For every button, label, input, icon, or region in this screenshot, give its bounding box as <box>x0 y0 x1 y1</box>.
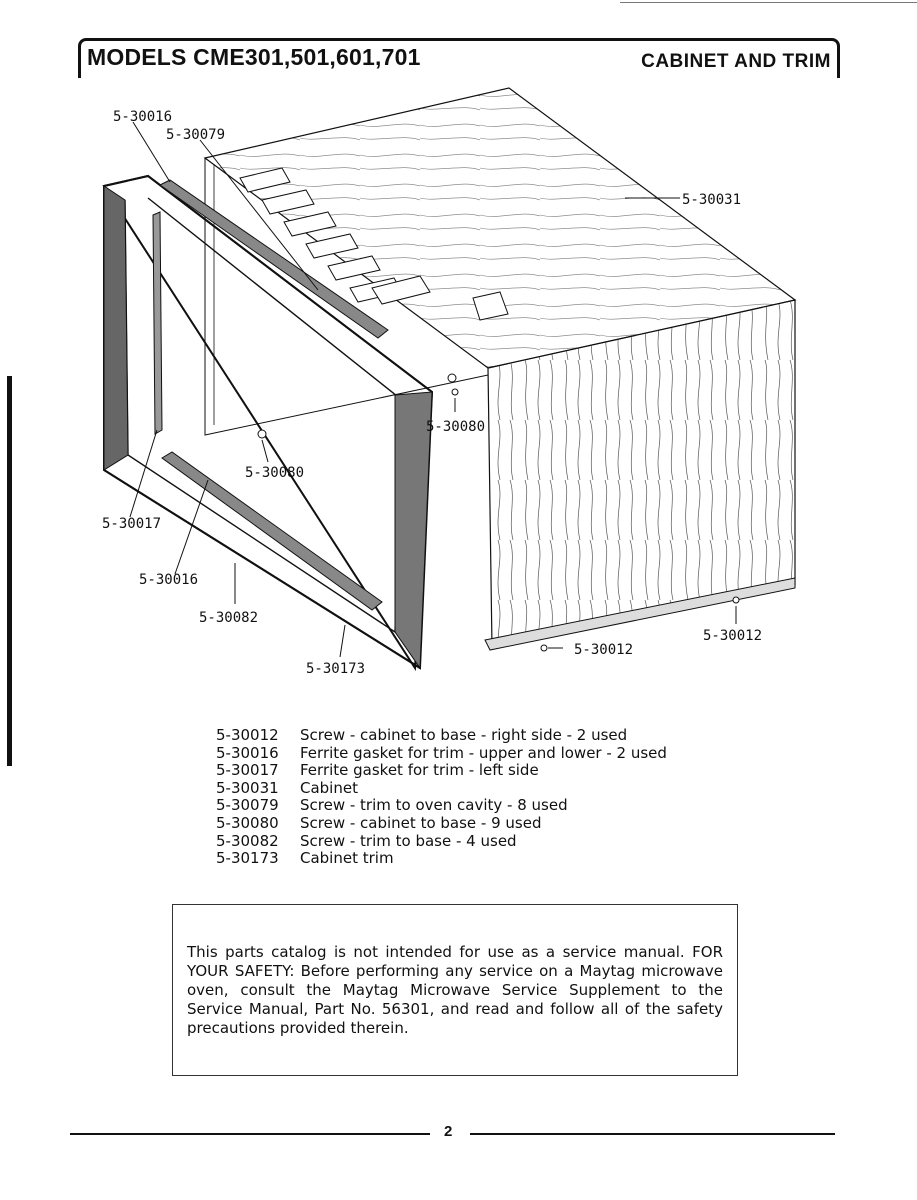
part-description: Screw - cabinet to base - right side - 2 used <box>300 726 628 744</box>
callout-5-30080-right: 5-30080 <box>426 419 486 435</box>
part-number: 5-30017 <box>216 761 279 780</box>
part-description: Cabinet trim <box>300 849 394 868</box>
part-description: Screw - cabinet to base - 9 used <box>300 813 542 832</box>
callout-5-30080-left: 5-30080 <box>245 465 305 481</box>
parts-row <box>216 727 667 745</box>
parts-row <box>216 745 667 763</box>
part-description: Ferrite gasket for trim - left side <box>300 761 539 780</box>
part-description: Screw - trim to oven cavity - 8 used <box>300 796 568 815</box>
callout-5-30016-bottom: 5-30016 <box>139 572 199 588</box>
parts-row <box>216 850 667 868</box>
part-number: 5-30031 <box>216 778 279 797</box>
section-title: CABINET AND TRIM <box>641 51 831 72</box>
callout-5-30012-right: 5-30012 <box>703 628 763 644</box>
parts-row <box>216 762 667 780</box>
parts-row <box>216 815 667 833</box>
safety-notice-box <box>172 904 738 1076</box>
parts-row <box>216 833 667 851</box>
gasket-left <box>153 212 162 434</box>
models-title: MODELS CME301,501,601,701 <box>87 44 421 70</box>
callout-5-30012-bottom: 5-30012 <box>574 642 634 658</box>
part-number: 5-30173 <box>216 849 279 868</box>
footer-rule-right <box>470 1133 835 1135</box>
callout-5-30173: 5-30173 <box>306 661 366 677</box>
part-description: Screw - trim to base - 4 used <box>300 831 517 850</box>
parts-row <box>216 797 667 815</box>
footer-rule-left <box>70 1133 430 1135</box>
part-number: 5-30079 <box>216 796 279 815</box>
callout-5-30016-top: 5-30016 <box>113 109 173 125</box>
part-number: 5-30012 <box>216 726 279 744</box>
callout-5-30079: 5-30079 <box>166 127 226 143</box>
safety-notice-text: This parts catalog is not intended for use as a service manual. FOR YOUR SAFETY: Before performing any service on a Maytag microwave oven, consult the Maytag Microwave Service Supplement to the Service Manual, Part No. 56301, and read and follow all of the safety precautions provided therein. <box>187 943 723 1037</box>
parts-row <box>216 780 667 798</box>
callout-5-30031: 5-30031 <box>682 192 742 208</box>
part-number: 5-30082 <box>216 831 279 850</box>
parts-list <box>216 727 667 868</box>
page-number: 2 <box>444 1123 453 1140</box>
part-number: 5-30080 <box>216 813 279 832</box>
trim-left-side <box>104 186 128 470</box>
callout-5-30017: 5-30017 <box>102 516 162 532</box>
part-description: Ferrite gasket for trim - upper and lower - 2 used <box>300 743 667 762</box>
part-description: Cabinet <box>300 778 358 797</box>
callout-5-30082: 5-30082 <box>199 610 259 626</box>
part-number: 5-30016 <box>216 743 279 762</box>
